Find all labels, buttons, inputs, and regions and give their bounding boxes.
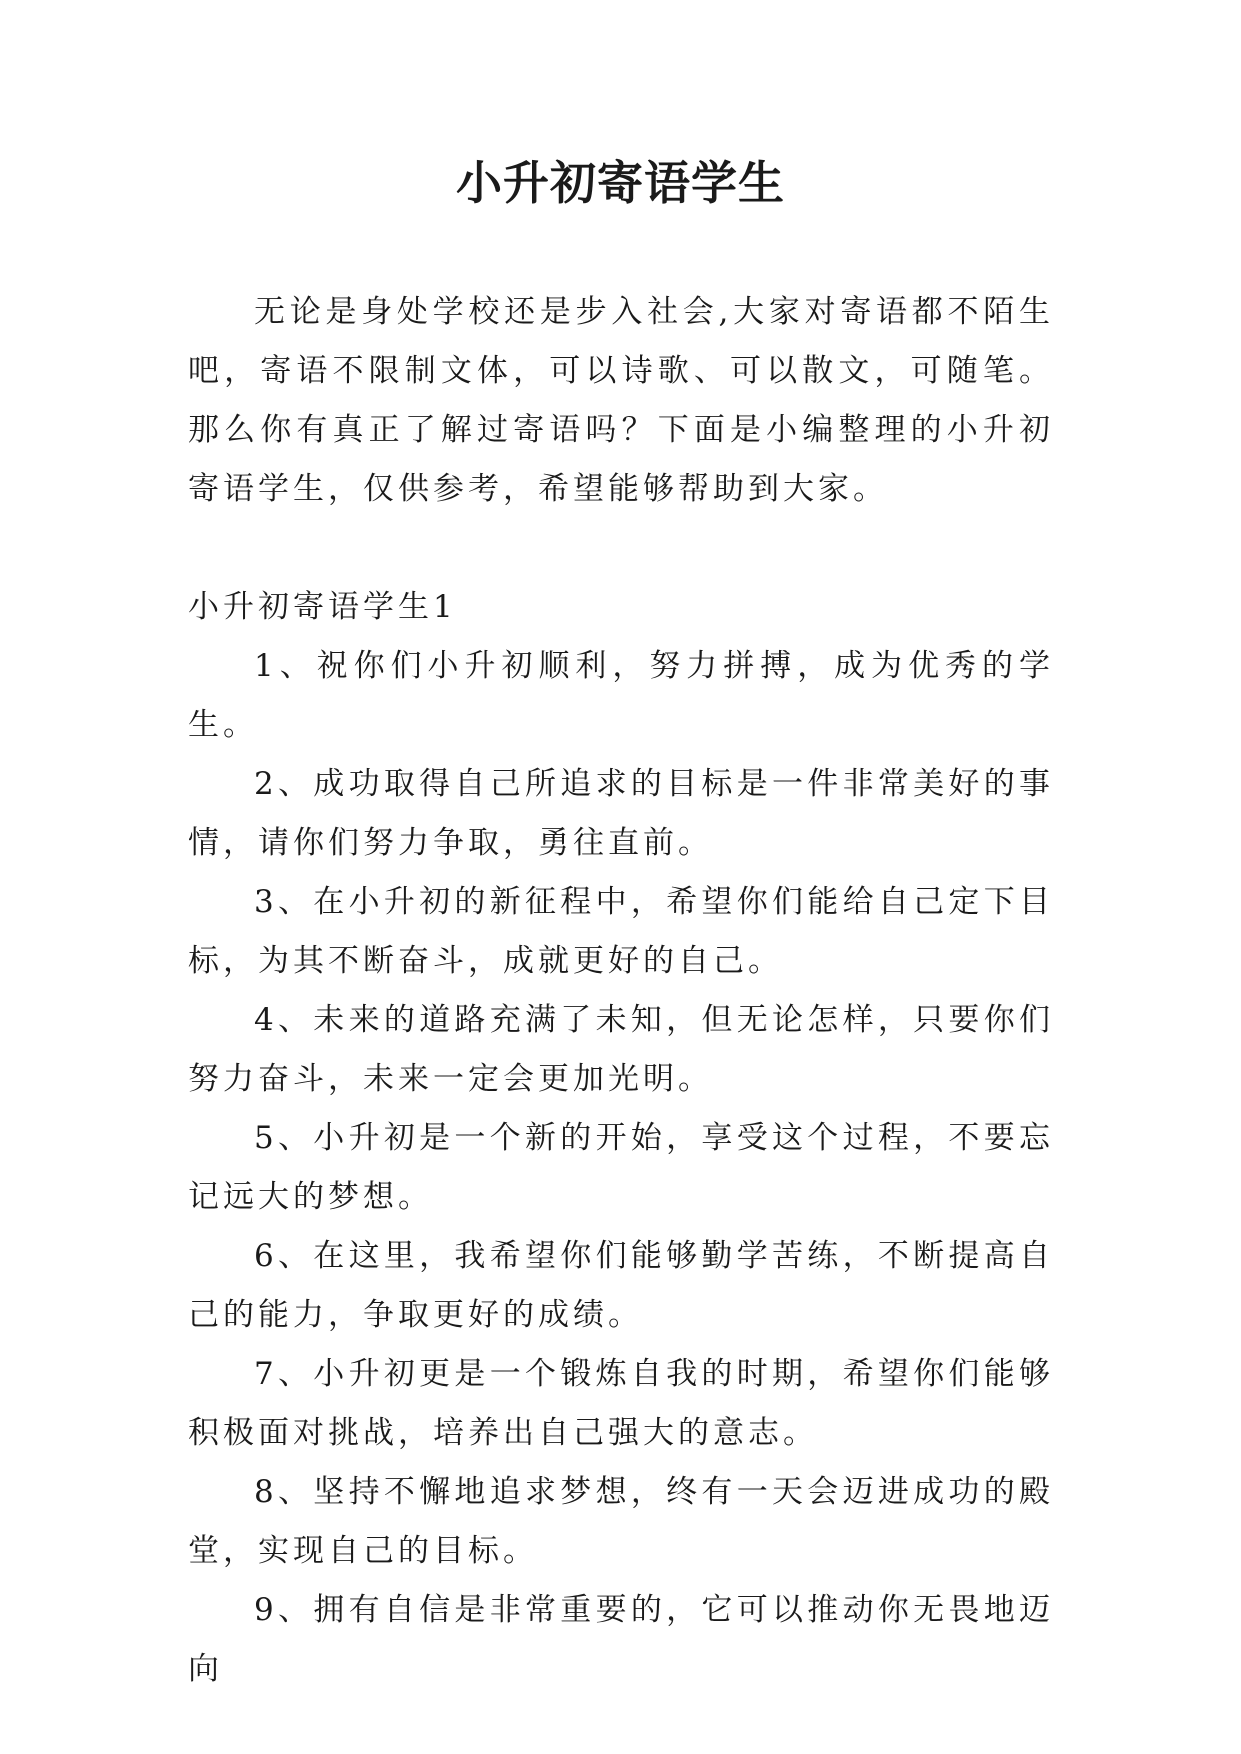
section-heading: 小升初寄语学生1: [188, 589, 457, 625]
list-item: 7、小升初更是一个锻炼自我的时期，希望你们能够积极面对挑战，培养出自己强大的意志。: [188, 1356, 1054, 1451]
intro-paragraph: 无论是身处学校还是步入社会,大家对寄语都不陌生吧，寄语不限制文体，可以诗歌、可以散文，可随笔。那么你有真正了解过寄语吗？下面是小编整理的小升初寄语学生，仅供参考，希望能够帮助到大家。: [188, 294, 1054, 507]
list-item: 5、小升初是一个新的开始，享受这个过程，不要忘记远大的梦想。: [188, 1120, 1054, 1215]
list-item: 8、坚持不懈地追求梦想，终有一天会迈进成功的殿堂，实现自己的目标。: [188, 1474, 1054, 1569]
list-item: 3、在小升初的新征程中，希望你们能给自己定下目标，为其不断奋斗，成就更好的自己。: [188, 884, 1054, 979]
list-item: 6、在这里，我希望你们能够勤学苦练，不断提高自己的能力，争取更好的成绩。: [188, 1238, 1054, 1333]
document-title: 小升初寄语学生: [456, 156, 785, 210]
document-body: [188, 283, 1054, 1699]
list-item: 4、未来的道路充满了未知，但无论怎样，只要你们努力奋斗，未来一定会更加光明。: [188, 1002, 1054, 1097]
list-item: 9、拥有自信是非常重要的，它可以推动你无畏地迈向: [188, 1592, 1054, 1687]
list-item: 2、成功取得自己所追求的目标是一件非常美好的事情，请你们努力争取，勇往直前。: [188, 766, 1054, 861]
list-item: 1、祝你们小升初顺利，努力拼搏，成为优秀的学生。: [188, 648, 1054, 743]
